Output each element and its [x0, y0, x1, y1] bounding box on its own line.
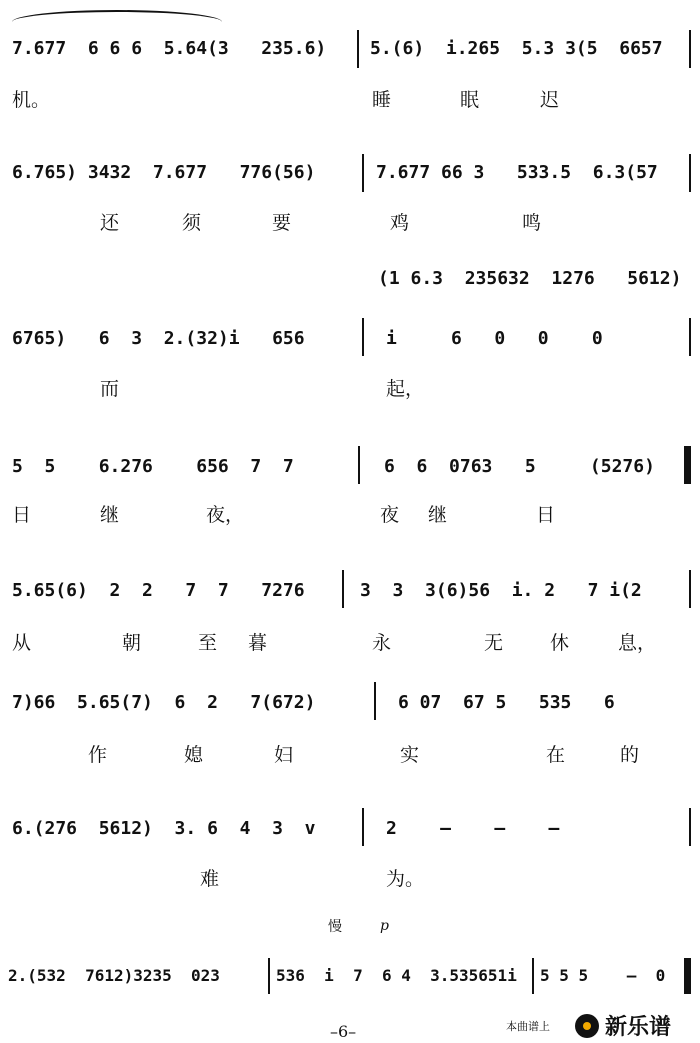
lyric: 的 [620, 744, 640, 766]
bar-line [362, 808, 364, 846]
lyric: 为。 [386, 868, 425, 890]
disc-icon [575, 1014, 599, 1038]
notation-measure: 6 07 67 5 535 6 [398, 692, 615, 713]
notation-measure: 6.765) 3432 7.677 776(56) [12, 162, 316, 183]
bar-line [362, 318, 364, 356]
notation-measure: 2.(532 7612)3235 023 [8, 966, 220, 985]
notation-measure: 7.677 66 3 533.5 6.3(57 [376, 162, 658, 183]
tempo-marking: 慢 [328, 919, 342, 935]
lyric: 休 [550, 632, 570, 654]
lyric: 难 [200, 868, 220, 890]
bar-line [689, 30, 691, 68]
notation-measure: 3 3 3(6)56 i. 2 7 i(2 [360, 580, 642, 601]
bar-line [689, 318, 691, 356]
lyric: 眠 [460, 89, 480, 111]
lyric: 机。 [12, 89, 51, 111]
lyric: 作 [88, 744, 108, 766]
lyric: 实 [400, 744, 420, 766]
slur [12, 10, 222, 22]
bar-line [532, 958, 534, 994]
notation-upper-line: (1 6.3 235632 1276 5612) [378, 268, 682, 289]
site-logo [575, 1010, 671, 1041]
lyric: 朝 [122, 632, 142, 654]
lyric: 还 [100, 212, 120, 234]
lyric: 从 [12, 632, 32, 654]
notation-measure: 536 i 7 6 4 3.535651i [276, 966, 517, 985]
bar-line [689, 808, 691, 846]
lyric: 鸡 [390, 212, 410, 234]
page-number: –6– [330, 1022, 357, 1041]
lyric: 在 [546, 744, 566, 766]
bar-line [268, 958, 270, 994]
notation-measure: 5.(6) i.265 5.3 3(5 6657 [370, 38, 663, 59]
bar-line [374, 682, 376, 720]
lyric: 起， [386, 378, 425, 400]
source-label: 本曲谱上 [506, 1020, 550, 1033]
notation-measure: 5 5 6.276 656 7 7 [12, 456, 294, 477]
notation-measure: 6765) 6 3 2.(32)i 656 [12, 328, 305, 349]
lyric: 暮 [248, 632, 268, 654]
lyric: 妇 [274, 744, 294, 766]
bar-line [358, 446, 360, 484]
lyric: 须 [182, 212, 202, 234]
final-bar [684, 958, 691, 994]
lyric: 媳 [184, 744, 204, 766]
lyric: 日 [12, 504, 32, 526]
lyric: 夜 [380, 504, 400, 526]
lyric: 永 [372, 632, 392, 654]
lyric: 息， [618, 632, 657, 654]
notation-measure: 7.677 6 6 6 5.64(3 235.6) [12, 38, 327, 59]
final-bar [684, 446, 691, 484]
lyric: 无 [484, 632, 504, 654]
bar-line [362, 154, 364, 192]
lyric: 继 [100, 504, 120, 526]
lyric: 要 [272, 212, 292, 234]
logo-text: 新乐谱 [605, 1015, 672, 1040]
bar-line [357, 30, 359, 68]
lyric: 继 [428, 504, 448, 526]
lyric: 迟 [540, 89, 560, 111]
lyric: 夜， [206, 504, 245, 526]
bar-line [342, 570, 344, 608]
notation-measure: 5.65(6) 2 2 7 7 7276 [12, 580, 305, 601]
lyric: 睡 [372, 89, 392, 111]
notation-measure: 7)66 5.65(7) 6 2 7(672) [12, 692, 316, 713]
lyric: 鸣 [522, 212, 542, 234]
lyric: 日 [536, 504, 556, 526]
dynamic-marking: p [380, 918, 389, 934]
notation-measure: 6 6 0763 5 (5276) [384, 456, 655, 477]
notation-measure: 6.(276 5612) 3. 6 4 3 v [12, 818, 316, 839]
notation-measure: 5 5 5 – 0 [540, 966, 666, 985]
bar-line [689, 570, 691, 608]
notation-measure: 2 – – – [386, 818, 560, 839]
bar-line [689, 154, 691, 192]
notation-measure: i 6 0 0 0 [386, 328, 603, 349]
lyric: 而 [100, 378, 120, 400]
lyric: 至 [198, 632, 218, 654]
